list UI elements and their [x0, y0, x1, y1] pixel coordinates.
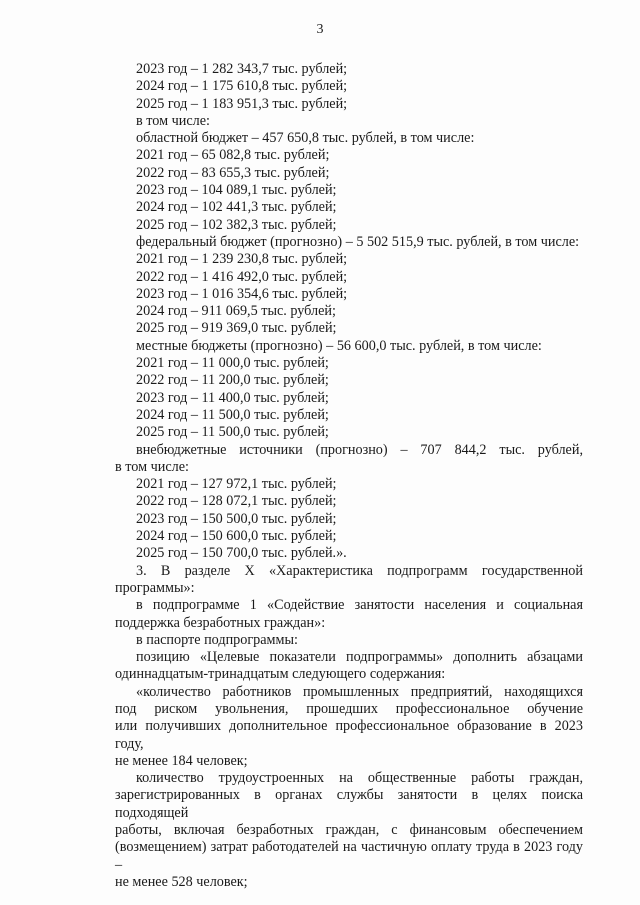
text-line: 2025 год – 919 369,0 тыс. рублей;: [136, 320, 337, 337]
text-line: количество трудоустроенных на общественные работы граждан,: [136, 770, 583, 787]
text-line: 2023 год – 150 500,0 тыс. рублей;: [136, 510, 337, 527]
text-line: областной бюджет – 457 650,8 тыс. рублей, в том числе:: [136, 130, 475, 147]
text-line: в паспорте подпрограммы:: [136, 631, 298, 648]
text-line: программы»:: [115, 579, 195, 596]
text-line: не менее 184 человек;: [115, 752, 248, 769]
text-line: 2023 год – 104 089,1 тыс. рублей;: [136, 182, 337, 199]
text-line: 2022 год – 1 416 492,0 тыс. рублей;: [136, 268, 348, 285]
text-line: внебюджетные источники (прогнозно) – 707 844,2 тыс. рублей,: [136, 441, 583, 458]
text-line: 2022 год – 83 655,3 тыс. рублей;: [136, 164, 330, 181]
text-line: 2022 год – 128 072,1 тыс. рублей;: [136, 493, 337, 510]
text-line: 2024 год – 102 441,3 тыс. рублей;: [136, 199, 337, 216]
text-line: 2021 год – 65 082,8 тыс. рублей;: [136, 147, 330, 164]
text-line: местные бюджеты (прогнозно) – 56 600,0 тыс. рублей, в том числе:: [136, 337, 542, 354]
text-line: 2021 год – 1 239 230,8 тыс. рублей;: [136, 251, 348, 268]
text-line: в подпрограмме 1 «Содействие занятости населения и социальная: [136, 597, 583, 614]
text-line: федеральный бюджет (прогнозно) – 5 502 515,9 тыс. рублей, в том числе:: [136, 233, 580, 250]
text-line: не менее 528 человек;: [115, 873, 248, 890]
text-line: 3. В разделе X «Характеристика подпрограмм государственной: [136, 562, 583, 579]
text-line: 2025 год – 11 500,0 тыс. рублей;: [136, 424, 329, 441]
page-number: 3: [316, 22, 324, 37]
text-line: 2025 год – 150 700,0 тыс. рублей.».: [136, 545, 347, 562]
text-line: зарегистрированных в органах службы занятости в целях поиска подходящей: [115, 787, 583, 821]
text-line: 2024 год – 11 500,0 тыс. рублей;: [136, 406, 329, 423]
text-line: «количество работников промышленных предприятий, находящихся: [136, 683, 583, 700]
text-line: работы, включая безработных граждан, с финансовым обеспечением: [115, 822, 583, 839]
text-line: 2025 год – 102 382,3 тыс. рублей;: [136, 216, 337, 233]
text-line: 2022 год – 11 200,0 тыс. рублей;: [136, 372, 329, 389]
text-line: (возмещением) затрат работодателей на частичную оплату труда в 2023 году –: [115, 839, 583, 873]
text-line: 2023 год – 1 016 354,6 тыс. рублей;: [136, 285, 348, 302]
text-line: 2021 год – 11 000,0 тыс. рублей;: [136, 355, 329, 372]
text-line: позицию «Целевые показатели подпрограммы» дополнить абзацами: [136, 649, 583, 666]
text-line: 2023 год – 11 400,0 тыс. рублей;: [136, 389, 329, 406]
text-line: под риском увольнения, прошедших профессиональное обучение: [115, 700, 583, 717]
text-line: 2024 год – 150 600,0 тыс. рублей;: [136, 528, 337, 545]
text-line: в том числе:: [115, 458, 189, 475]
text-line: 2025 год – 1 183 951,3 тыс. рублей;: [136, 95, 348, 112]
text-line: поддержка безработных граждан»:: [115, 614, 326, 631]
document-body: [115, 61, 583, 891]
text-line: 2021 год – 127 972,1 тыс. рублей;: [136, 476, 337, 493]
text-line: одиннадцатым-тринадцатым следующего содержания:: [115, 666, 446, 683]
text-line: 2024 год – 911 069,5 тыс. рублей;: [136, 303, 336, 320]
text-line: или получивших дополнительное профессиональное образование в 2023 году,: [115, 718, 583, 752]
text-line: в том числе:: [136, 112, 210, 129]
text-line: 2024 год – 1 175 610,8 тыс. рублей;: [136, 78, 348, 95]
text-line: 2023 год – 1 282 343,7 тыс. рублей;: [136, 61, 348, 77]
